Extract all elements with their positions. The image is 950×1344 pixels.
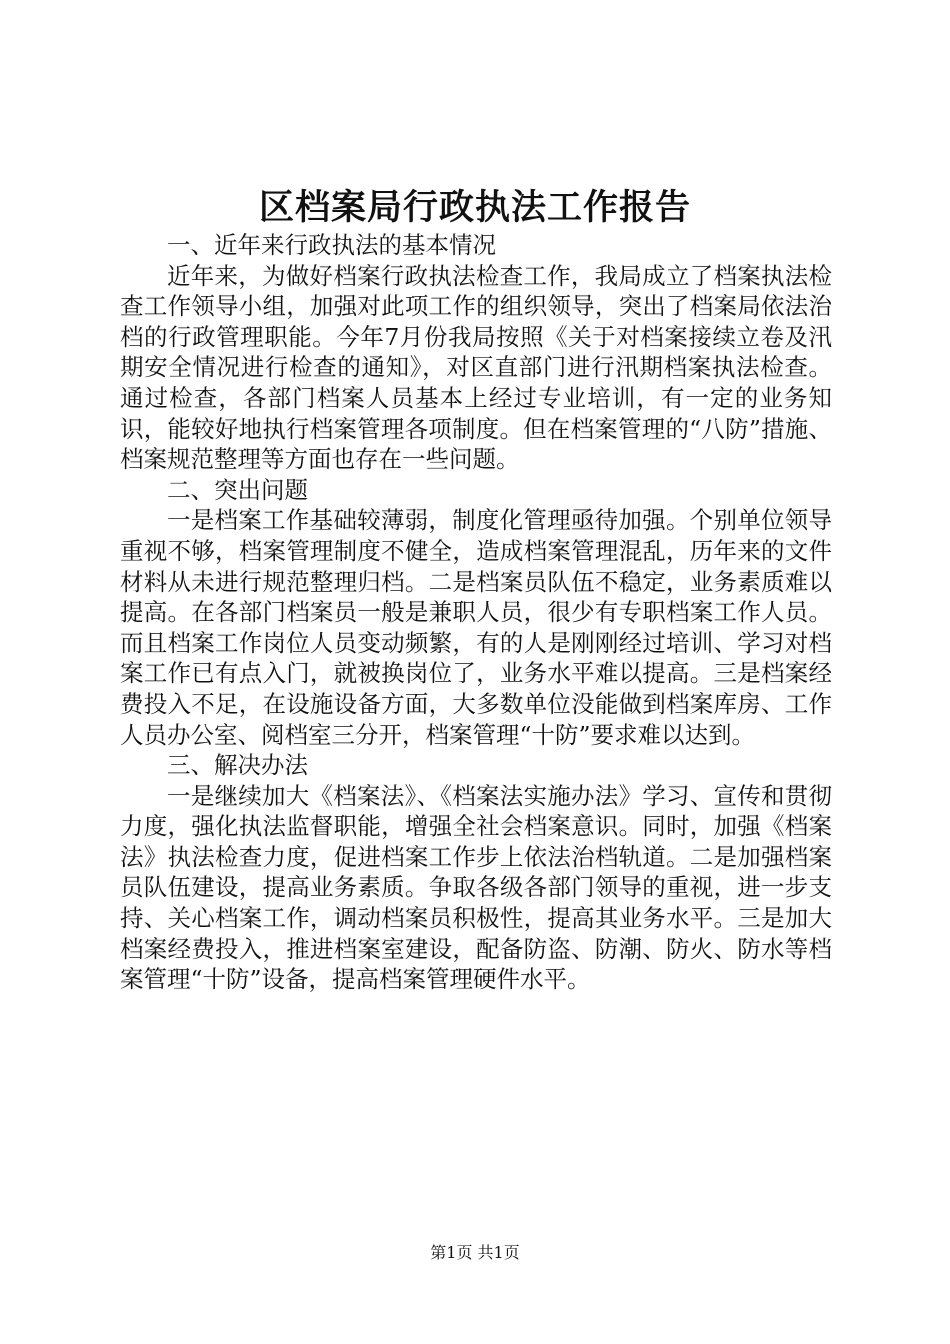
section-basic-situation [120,230,832,475]
section-solutions [120,750,832,995]
section-paragraph: 近年来，为做好档案行政执法检查工作，我局成立了档案执法检查工作领导小组，加强对此项工作的组织领导，突出了档案局依法治档的行政管理职能。今年7月份我局按照《关于对档案接续立卷及汛期安全情况进行检查的通知》，对区直部门进行汛期档案执法检查。通过检查，各部门档案人员基本上经过专业培训，有一定的业务知识，能较好地执行档案管理各项制度。但在档案管理的“八防”措施、档案规范整理等方面也存在一些问题。 [120,261,832,474]
document-title: 区档案局行政执法工作报告 [258,187,691,228]
section-heading: 三、解决办法 [167,751,308,780]
section-paragraph: 一是档案工作基础较薄弱，制度化管理亟待加强。个别单位领导重视不够，档案管理制度不健全，造成档案管理混乱，历年来的文件材料从未进行规范整理归档。二是档案员队伍不稳定，业务素质难以提高。在各部门档案员一般是兼职人员，很少有专职档案工作人员。而且档案工作岗位人员变动频繁，有的人是刚刚经过培训、学习对档案工作已有点入门，就被换岗位了，业务水平难以提高。三是档案经费投入不足，在设施设备方面，大多数单位没能做到档案库房、工作人员办公室、阅档室三分开，档案管理“十防”要求难以达到。 [120,506,832,749]
section-heading: 一、近年来行政执法的基本情况 [167,231,496,259]
section-heading: 二、突出问题 [167,475,308,504]
page-number-footer: 第1页 共1页 [430,1243,520,1262]
section-paragraph: 一是继续加大《档案法》、《档案法实施办法》学习、宣传和贯彻力度，强化执法监督职能，增强全社会档案意识。同时，加强《档案法》执法检查力度，促进档案工作步上依法治档轨道。二是加强档案员队伍建设，提高业务素质。争取各级各部门领导的重视，进一步支持、关心档案工作，调动档案员积极性，提高其业务水平。三是加大档案经费投入，推进档案室建设，配备防盗、防潮、防火、防水等档案管理“十防”设备，提高档案管理硬件水平。 [120,781,832,994]
document-body [120,230,832,995]
section-key-problems [120,475,832,750]
